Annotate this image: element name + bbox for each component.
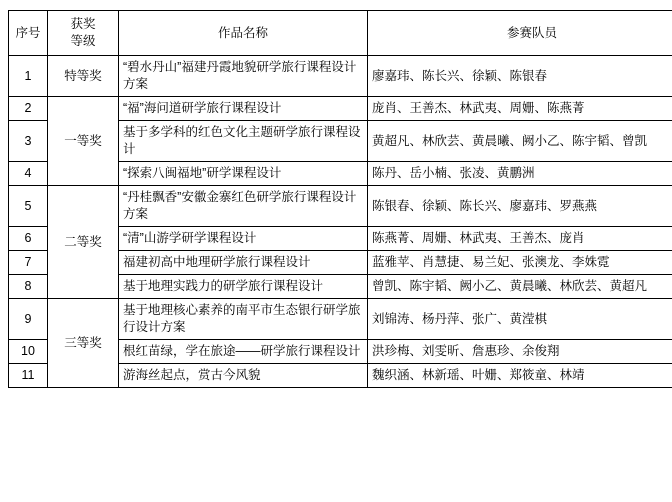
cell-team-members: 曾凯、陈宇韬、阙小乙、黄晨曦、林欣芸、黄超凡	[368, 275, 672, 299]
table-header-row	[9, 11, 672, 56]
cell-work-title: “碧水丹山”福建丹霞地貌研学旅行课程设计方案	[119, 56, 368, 97]
cell-work-title: “探索八闽福地”研学课程设计	[119, 162, 368, 186]
cell-no: 3	[9, 121, 48, 162]
cell-work-title: 基于多学科的红色文化主题研学旅行课程设计	[119, 121, 368, 162]
cell-work-title: “丹桂飘香”安徽金寨红色研学旅行课程设计方案	[119, 186, 368, 227]
cell-no: 5	[9, 186, 48, 227]
cell-award-level: 二等奖	[48, 186, 119, 299]
cell-team-members: 庞肖、王善杰、林武夷、周姗、陈燕菁	[368, 97, 672, 121]
table-row	[9, 97, 672, 121]
award-table	[8, 10, 672, 388]
column-header-level-line2: 等级	[70, 34, 96, 48]
cell-team-members: 陈丹、岳小楠、张凌、黄鹏洲	[368, 162, 672, 186]
cell-work-title: 基于地理实践力的研学旅行课程设计	[119, 275, 368, 299]
cell-team-members: 廖嘉玮、陈长兴、徐颖、陈银春	[368, 56, 672, 97]
cell-award-level: 特等奖	[48, 56, 119, 97]
cell-no: 9	[9, 299, 48, 340]
cell-work-title: 游海丝起点，赏古今风貌	[119, 364, 368, 388]
cell-award-level: 一等奖	[48, 97, 119, 186]
cell-team-members: 黄超凡、林欣芸、黄晨曦、阙小乙、陈宇韬、曾凯	[368, 121, 672, 162]
cell-award-level: 三等奖	[48, 299, 119, 388]
table-row	[9, 186, 672, 227]
cell-team-members: 刘锦涛、杨丹萍、张广、黄滢棋	[368, 299, 672, 340]
table-row	[9, 56, 672, 97]
table-header	[9, 11, 672, 56]
column-header-no-label: 序号	[15, 25, 41, 40]
column-header-no	[9, 11, 48, 56]
cell-no: 6	[9, 227, 48, 251]
cell-team-members: 魏织涵、林新瑶、叶姗、郑筱童、林靖	[368, 364, 672, 388]
cell-work-title: “福”海问道研学旅行课程设计	[119, 97, 368, 121]
cell-work-title: 根红苗绿，学在旅途——研学旅行课程设计	[119, 340, 368, 364]
cell-work-title: “清”山游学研学课程设计	[119, 227, 368, 251]
cell-team-members: 洪珍梅、刘雯昕、詹惠珍、余俊翔	[368, 340, 672, 364]
cell-no: 11	[9, 364, 48, 388]
column-header-work	[119, 11, 368, 56]
cell-team-members: 陈燕菁、周姗、林武夷、王善杰、庞肖	[368, 227, 672, 251]
cell-team-members: 蓝雅苹、肖慧捷、易兰妃、张澳龙、李姝霓	[368, 251, 672, 275]
cell-no: 4	[9, 162, 48, 186]
cell-no: 7	[9, 251, 48, 275]
cell-no: 10	[9, 340, 48, 364]
table-body	[9, 56, 672, 388]
cell-no: 2	[9, 97, 48, 121]
column-header-team	[368, 11, 672, 56]
column-header-level-line1: 获奖	[70, 17, 96, 31]
cell-team-members: 陈银春、徐颖、陈长兴、廖嘉玮、罗燕燕	[368, 186, 672, 227]
column-header-team-label: 参赛队员	[506, 25, 557, 40]
table-row	[9, 299, 672, 340]
cell-work-title: 福建初高中地理研学旅行课程设计	[119, 251, 368, 275]
column-header-work-label: 作品名称	[217, 25, 268, 40]
column-header-level	[48, 11, 119, 56]
cell-no: 1	[9, 56, 48, 97]
cell-no: 8	[9, 275, 48, 299]
cell-work-title: 基于地理核心素养的南平市生态银行研学旅行设计方案	[119, 299, 368, 340]
